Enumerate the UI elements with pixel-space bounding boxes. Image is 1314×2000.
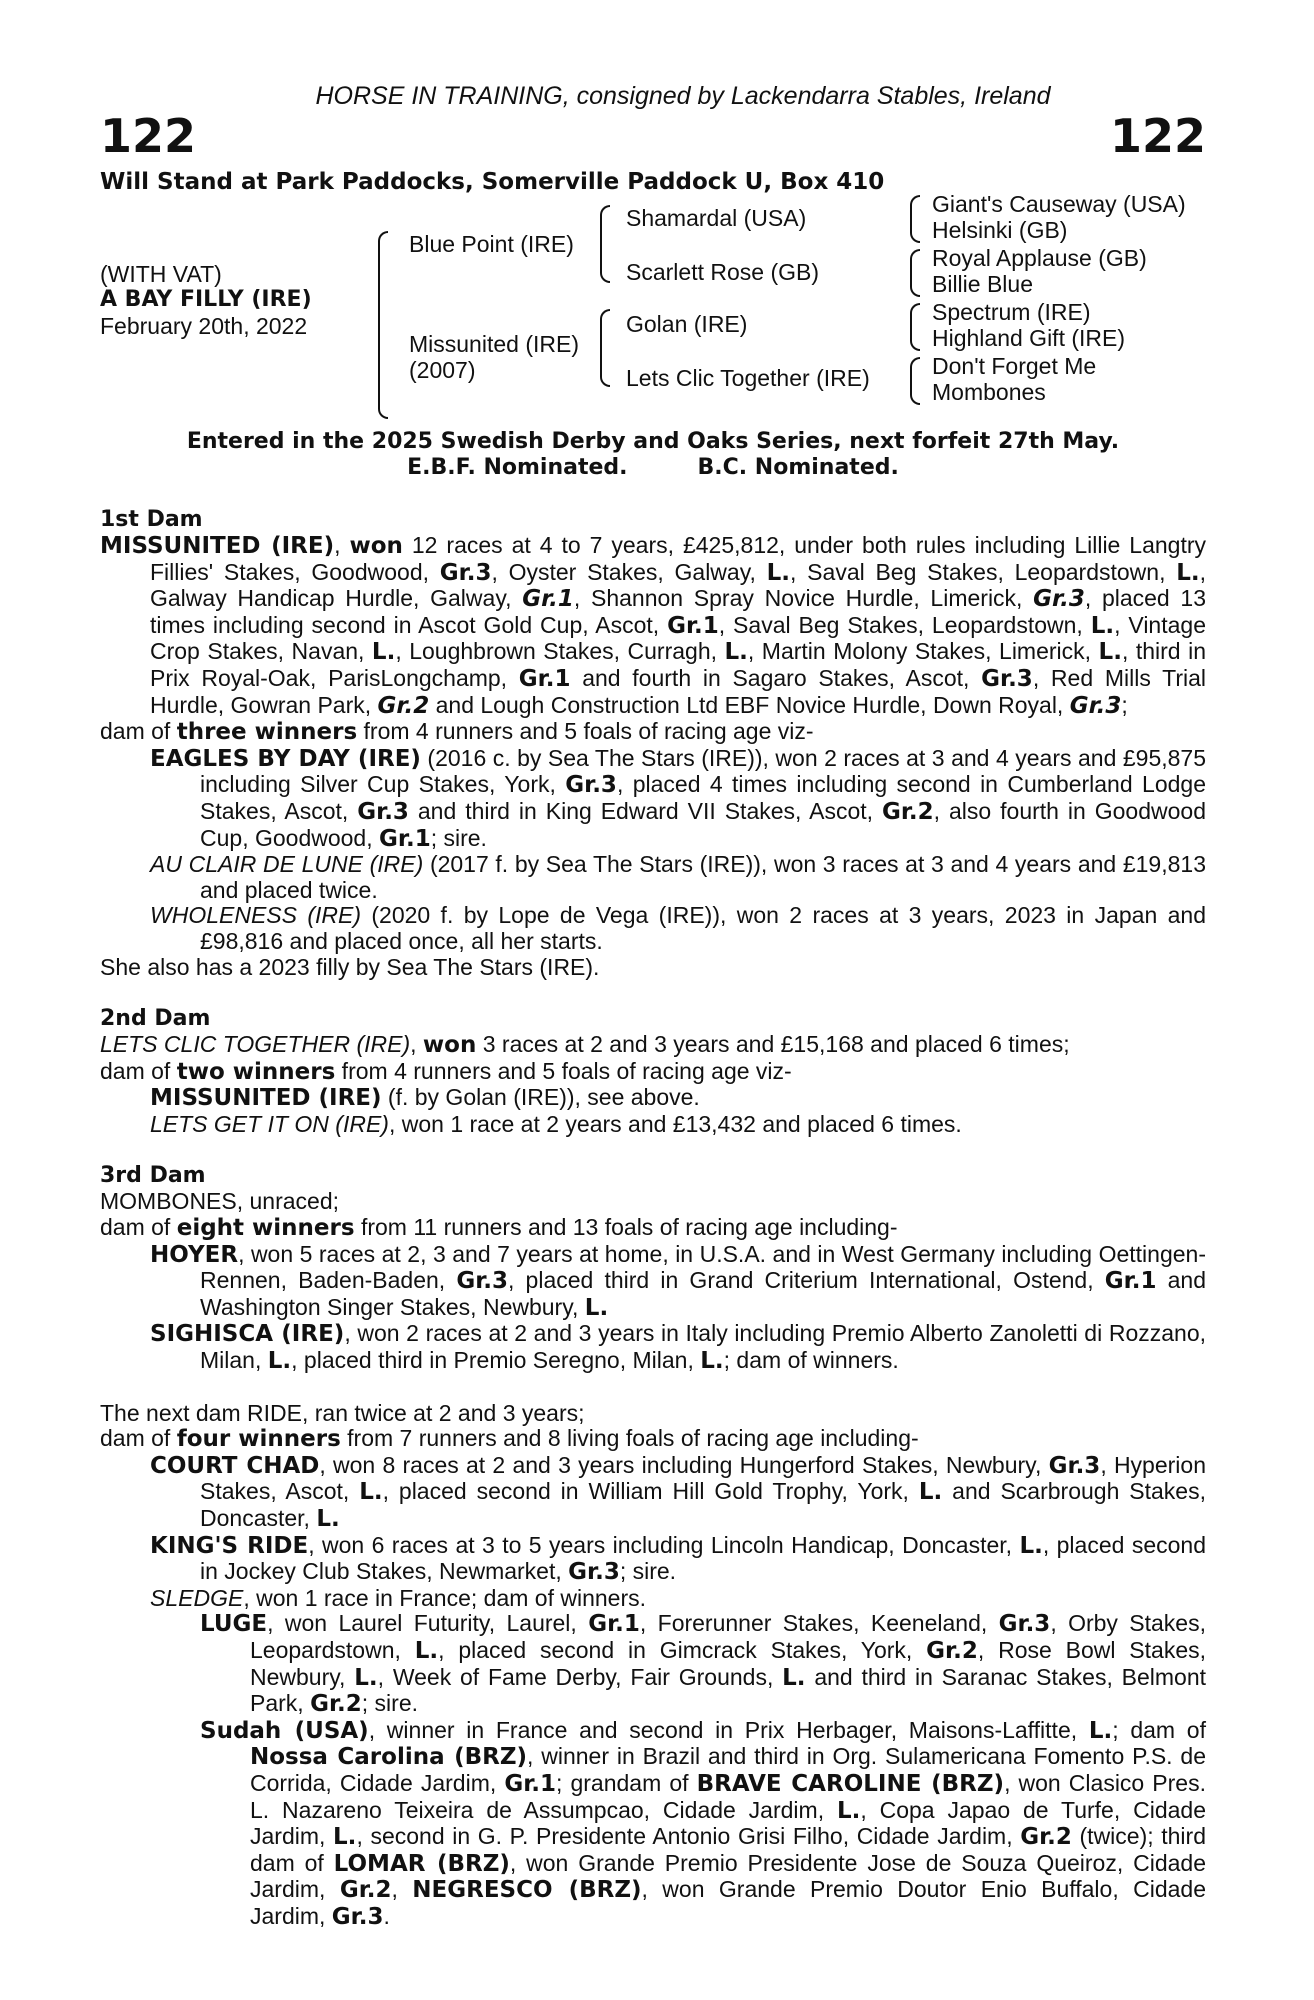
produce-luge: LUGE, won Laurel Futurity, Laurel, Gr.1, Forerunner Stakes, Keeneland, Gr.3, Orby Stakes, Leopardstown, L., placed second in Gimcrack Stakes, York, Gr.2, Rose Bowl Stakes, Newbury, L., Week of Fame Derby, Fair Grounds, L. and third in Saranac Stakes, Belmont Park, Gr.2; sire.	[200, 1610, 1206, 1718]
fourth-dam-record: The next dam RIDE, ran twice at 2 and 3 years;	[100, 1399, 585, 1426]
first-dam-section	[100, 507, 1206, 980]
produce-sledge: SLEDGE, won 1 race in France; dam of winners.	[150, 1584, 647, 1611]
gg-8: Mombones	[932, 379, 1046, 405]
second-dam-produce-summary: dam of two winners from 4 runners and 5 foals of racing age viz-	[100, 1057, 792, 1085]
brace-g2	[910, 249, 920, 297]
lot-row	[100, 111, 1206, 167]
dam-dam: Lets Clic Together (IRE)	[626, 365, 870, 391]
third-dam-heading: 3rd Dam	[100, 1163, 206, 1189]
produce-court-chad: COURT CHAD, won 8 races at 2 and 3 years including Hungerford Stakes, Newbury, Gr.3, Hyperion Stakes, Ascot, L., placed second in William Hill Gold Trophy, York, L. and Scarbrough Stakes, Doncaster, L.	[150, 1451, 1206, 1532]
gg-1: Giant's Causeway (USA)	[932, 191, 1186, 217]
entries-block	[100, 429, 1206, 481]
first-dam-record: MISSUNITED (IRE), won 12 races at 4 to 7 years, £425,812, under both rules including Lillie Langtry Fillies' Stakes, Goodwood, Gr.3, Oyster Stakes, Galway, L., Saval Beg Stakes, Leopardstown, L., Galway Handicap Hurdle, Galway, Gr.1, Shannon Spray Novice Hurdle, Limerick, Gr.3, placed 13 times including second in Ascot Gold Cup, Ascot, Gr.1, Saval Beg Stakes, Leopardstown, L., Vintage Crop Stakes, Navan, L., Loughbrown Stakes, Curragh, L., Martin Molony Stakes, Limerick, L., third in Prix Royal-Oak, ParisLongchamp, Gr.1 and fourth in Sagaro Stakes, Ascot, Gr.3, Red Mills Trial Hurdle, Gowran Park, Gr.2 and Lough Construction Ltd EBF Novice Hurdle, Down Royal, Gr.3;	[100, 532, 1207, 719]
ebf-nomination: E.B.F. Nominated.	[407, 455, 628, 480]
foaling-date: February 20th, 2022	[100, 313, 308, 339]
consignor-header: HORSE IN TRAINING, consigned by Lackendarra Stables, Ireland	[315, 82, 1051, 110]
gg-6: Highland Gift (IRE)	[932, 325, 1126, 351]
second-dam-section	[100, 1006, 1206, 1137]
stand-location: Will Stand at Park Paddocks, Somerville Paddock U, Box 410	[100, 169, 885, 195]
lot-number-right: 122	[1109, 109, 1206, 163]
sire-sire: Shamardal (USA)	[626, 205, 807, 231]
second-dam-heading: 2nd Dam	[100, 1006, 211, 1032]
produce-sudah: Sudah (USA), winner in France and second in Prix Herbager, Maisons-Laffitte, L.; dam of Nossa Carolina (BRZ), winner in Brazil and third in Org. Sulamericana Fomento P.S. de Corrida, Cidade Jardim, Gr.1; grandam of BRAVE CAROLINE (BRZ), won Clasico Pres. L. Nazareno Teixeira de Assumpcao, Cidade Jardim, L., Copa Japao de Turfe, Cidade Jardim, L., second in G. P. Presidente Antonio Grisi Filho, Cidade Jardim, Gr.2 (twice); third dam of LOMAR (BRZ), won Grande Premio Presidente Jose de Souza Queiroz, Cidade Jardim, Gr.2, NEGRESCO (BRZ), won Grande Premio Doutor Enio Buffalo, Cidade Jardim, Gr.3.	[200, 1716, 1206, 1930]
produce-eagles-by-day: EAGLES BY DAY (IRE) (2016 c. by Sea The Stars (IRE)), won 2 races at 3 and 4 years and £95,875 including Silver Cup Stakes, York, Gr.3, placed 4 times including second in Cumberland Lodge Stakes, Ascot, Gr.3 and third in King Edward VII Stakes, Ascot, Gr.2, also fourth in Goodwood Cup, Goodwood, Gr.1; sire.	[150, 744, 1206, 852]
bc-nomination: B.C. Nominated.	[697, 455, 899, 480]
fourth-dam-section	[100, 1401, 1206, 1931]
fourth-dam-produce-summary: dam of four winners from 7 runners and 8 living foals of racing age including-	[100, 1425, 919, 1453]
third-dam-produce-summary: dam of eight winners from 11 runners and 13 foals of racing age including-	[100, 1214, 898, 1242]
horse-name: A BAY FILLY (IRE)	[100, 287, 312, 312]
brace-dam	[600, 309, 610, 387]
dam: Missunited (IRE)	[409, 331, 579, 357]
sire-dam: Scarlett Rose (GB)	[626, 259, 819, 285]
dam-year: (2007)	[409, 357, 476, 383]
produce-note: She also has a 2023 filly by Sea The Stars (IRE).	[100, 953, 600, 980]
produce-au-clair-de-lune: AU CLAIR DE LUNE (IRE) (2017 f. by Sea The Stars (IRE)), won 3 races at 3 and 4 years and £19,813 and placed twice.	[150, 851, 1206, 903]
vat-note: (WITH VAT)	[100, 261, 222, 287]
first-dam-produce-summary: dam of three winners from 4 runners and 5 foals of racing age viz-	[100, 718, 814, 746]
produce-hoyer: HOYER, won 5 races at 2, 3 and 7 years at home, in U.S.A. and in West Germany including Oettingen-Rennen, Baden-Baden, Gr.3, placed third in Grand Criterium International, Ostend, Gr.1 and Washington Singer Stakes, Newbury, L.	[150, 1240, 1206, 1321]
produce-missunited: MISSUNITED (IRE) (f. by Golan (IRE)), see above.	[150, 1084, 700, 1112]
gg-5: Spectrum (IRE)	[932, 299, 1091, 325]
gg-7: Don't Forget Me	[932, 353, 1097, 379]
produce-wholeness: WHOLENESS (IRE) (2020 f. by Lope de Vega (IRE)), won 2 races at 3 years, 2023 in Japan and £98,816 and placed once, all her starts.	[150, 902, 1206, 954]
catalogue-page	[100, 82, 1206, 1931]
brace-sire	[600, 205, 610, 283]
pedigree-table	[100, 191, 1206, 419]
second-dam-record: LETS CLIC TOGETHER (IRE), won 3 races at 2 and 3 years and £15,168 and placed 6 times;	[100, 1031, 1070, 1059]
gg-4: Billie Blue	[932, 271, 1033, 297]
third-dam-record: MOMBONES, unraced;	[100, 1188, 340, 1215]
gg-2: Helsinki (GB)	[932, 217, 1068, 243]
sire: Blue Point (IRE)	[409, 231, 574, 257]
first-dam-heading: 1st Dam	[100, 507, 203, 532]
brace-g1	[910, 195, 920, 243]
produce-lets-get-it-on: LETS GET IT ON (IRE), won 1 race at 2 years and £13,432 and placed 6 times.	[150, 1110, 962, 1137]
nominations	[100, 455, 1206, 481]
brace-g3	[910, 303, 920, 351]
produce-kings-ride: KING'S RIDE, won 6 races at 3 to 5 years including Lincoln Handicap, Doncaster, L., placed second in Jockey Club Stakes, Newmarket, Gr.3; sire.	[150, 1531, 1206, 1586]
lot-number-left: 122	[100, 109, 197, 163]
gg-3: Royal Applause (GB)	[932, 245, 1147, 271]
derby-entry: Entered in the 2025 Swedish Derby and Oaks Series, next forfeit 27th May.	[186, 429, 1120, 454]
brace-g4	[910, 357, 920, 405]
dam-sire: Golan (IRE)	[626, 311, 748, 337]
third-dam-section	[100, 1163, 1206, 1374]
produce-sighisca: SIGHISCA (IRE), won 2 races at 2 and 3 years in Italy including Premio Alberto Zanoletti di Rozzano, Milan, L., placed third in Premio Seregno, Milan, L.; dam of winners.	[150, 1320, 1207, 1375]
brace-main	[378, 231, 388, 419]
